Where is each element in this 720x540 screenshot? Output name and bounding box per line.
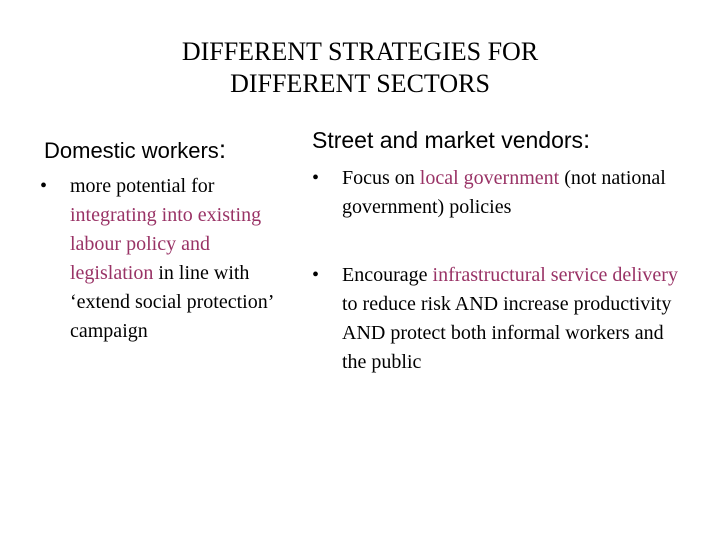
- bullet-text-segment: in line with ‘extend social protection’ campaign: [70, 262, 273, 342]
- bullet-highlight-text: local government: [419, 167, 560, 189]
- bullet-dot-icon: •: [40, 175, 48, 197]
- bullet-text-segment: (not national government) policies: [342, 167, 666, 218]
- bullet-text-segment: Encourage: [342, 264, 433, 286]
- bullet-dot-icon: •: [312, 264, 320, 286]
- bullet-highlight-text: infrastructural service delivery: [432, 264, 678, 286]
- street-vendors-heading-colon: :: [583, 124, 591, 154]
- bullet-highlight-text: integrating into existing labour policy and legislation: [70, 204, 262, 284]
- domestic-workers-bullet-list: [40, 172, 290, 346]
- bullet-item: [312, 261, 682, 377]
- street-vendors-bullet-list: [312, 164, 682, 377]
- bullet-dot-icon: •: [312, 167, 320, 189]
- bullet-text-segment: Focus on: [342, 167, 420, 189]
- bullet-text-segment: to reduce risk AND increase productivity AND protect both informal workers and the public: [342, 293, 672, 373]
- bullet-item: [312, 164, 682, 222]
- bullet-text-segment: more potential for: [70, 175, 215, 197]
- slide-title-line-1: DIFFERENT STRATEGIES FOR: [181, 37, 539, 66]
- slide-title: [0, 36, 720, 100]
- street-vendors-heading: [312, 126, 590, 153]
- domestic-workers-heading-text: Domestic workers: [44, 138, 219, 163]
- street-vendors-heading-text: Street and market vendors: [312, 127, 584, 153]
- domestic-workers-heading-colon: :: [218, 134, 227, 164]
- slide-title-line-2: DIFFERENT SECTORS: [230, 69, 490, 98]
- domestic-workers-heading: [44, 136, 226, 164]
- bullet-item: [40, 172, 290, 346]
